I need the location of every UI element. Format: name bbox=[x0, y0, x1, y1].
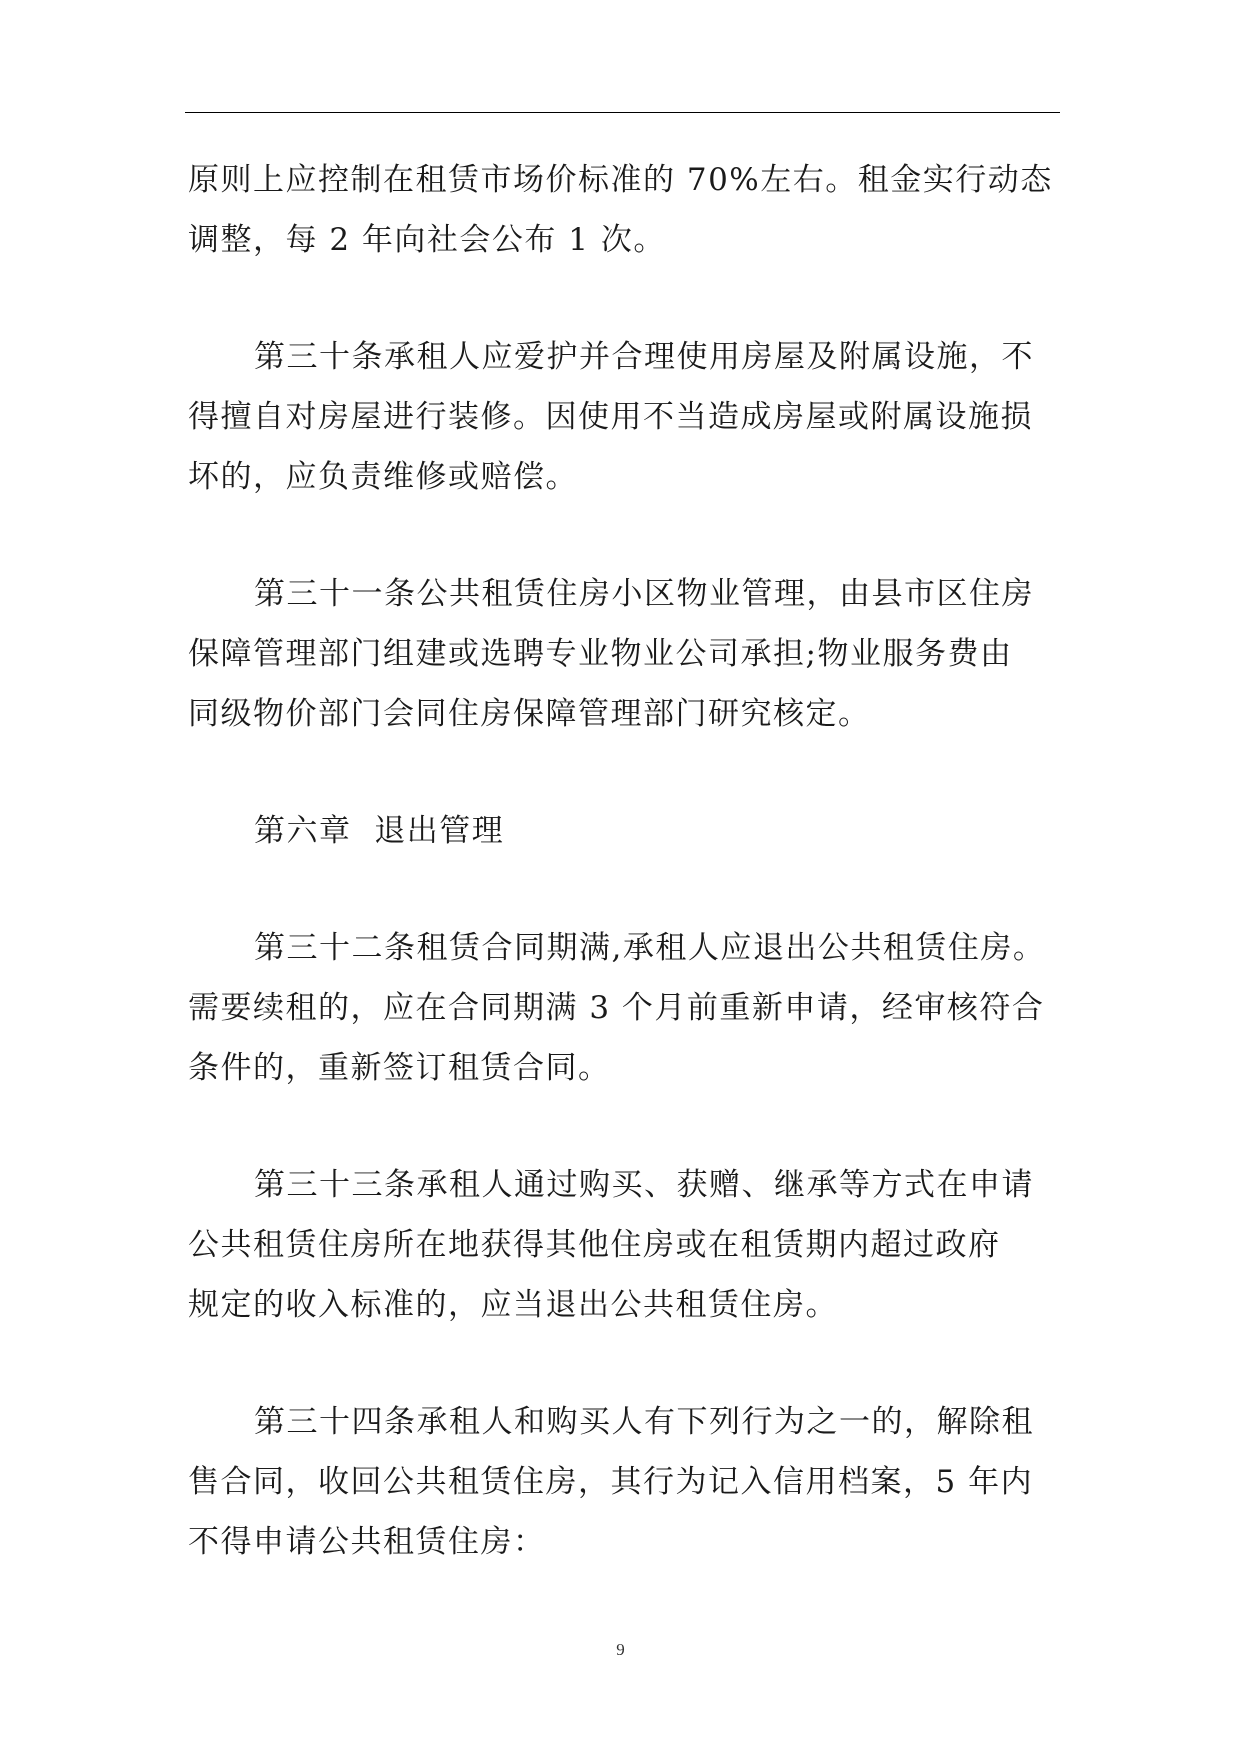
text-line: 坏的，应负责维修或赔偿。 bbox=[188, 459, 578, 495]
chapter-heading bbox=[188, 801, 1058, 861]
chapter-title: 第六章 退出管理 bbox=[254, 813, 505, 849]
header-rule bbox=[185, 112, 1060, 113]
paragraph-article-34 bbox=[188, 1392, 1058, 1572]
paragraph-article-33 bbox=[188, 1155, 1058, 1335]
paragraph-article-32 bbox=[188, 918, 1058, 1098]
text-line: 保障管理部门组建或选聘专业物业公司承担;物业服务费由 bbox=[188, 636, 1013, 672]
paragraph-article-30 bbox=[188, 327, 1058, 507]
text-line: 第三十四条承租人和购买人有下列行为之一的，解除租 bbox=[254, 1404, 1034, 1440]
text-line: 不得申请公共租赁住房： bbox=[188, 1524, 546, 1560]
document-body bbox=[188, 150, 1058, 1572]
text-line: 得擅自对房屋进行装修。因使用不当造成房屋或附属设施损 bbox=[188, 399, 1033, 435]
page-number: 9 bbox=[616, 1640, 625, 1659]
paragraph-rent-standard bbox=[188, 150, 1058, 270]
text-line: 第三十三条承租人通过购买、获赠、继承等方式在申请 bbox=[254, 1167, 1034, 1203]
text-line: 需要续租的，应在合同期满 3 个月前重新申请，经审核符合 bbox=[188, 990, 1045, 1026]
text-line: 第三十二条租赁合同期满,承租人应退出公共租赁住房。 bbox=[254, 930, 1046, 966]
text-line: 售合同，收回公共租赁住房，其行为记入信用档案，5 年内 bbox=[188, 1464, 1034, 1500]
text-line: 公共租赁住房所在地获得其他住房或在租赁期内超过政府 bbox=[188, 1227, 1001, 1263]
text-line: 第三十一条公共租赁住房小区物业管理，由县市区住房 bbox=[254, 576, 1034, 612]
text-line: 第三十条承租人应爱护并合理使用房屋及附属设施，不 bbox=[254, 339, 1034, 375]
text-line: 调整，每 2 年向社会公布 1 次。 bbox=[188, 222, 666, 258]
text-line: 规定的收入标准的，应当退出公共租赁住房。 bbox=[188, 1287, 838, 1323]
text-line: 条件的，重新签订租赁合同。 bbox=[188, 1050, 611, 1086]
paragraph-article-31 bbox=[188, 564, 1058, 744]
text-line: 原则上应控制在租赁市场价标准的 70%左右。租金实行动态 bbox=[188, 162, 1053, 198]
text-line: 同级物价部门会同住房保障管理部门研究核定。 bbox=[188, 696, 871, 732]
